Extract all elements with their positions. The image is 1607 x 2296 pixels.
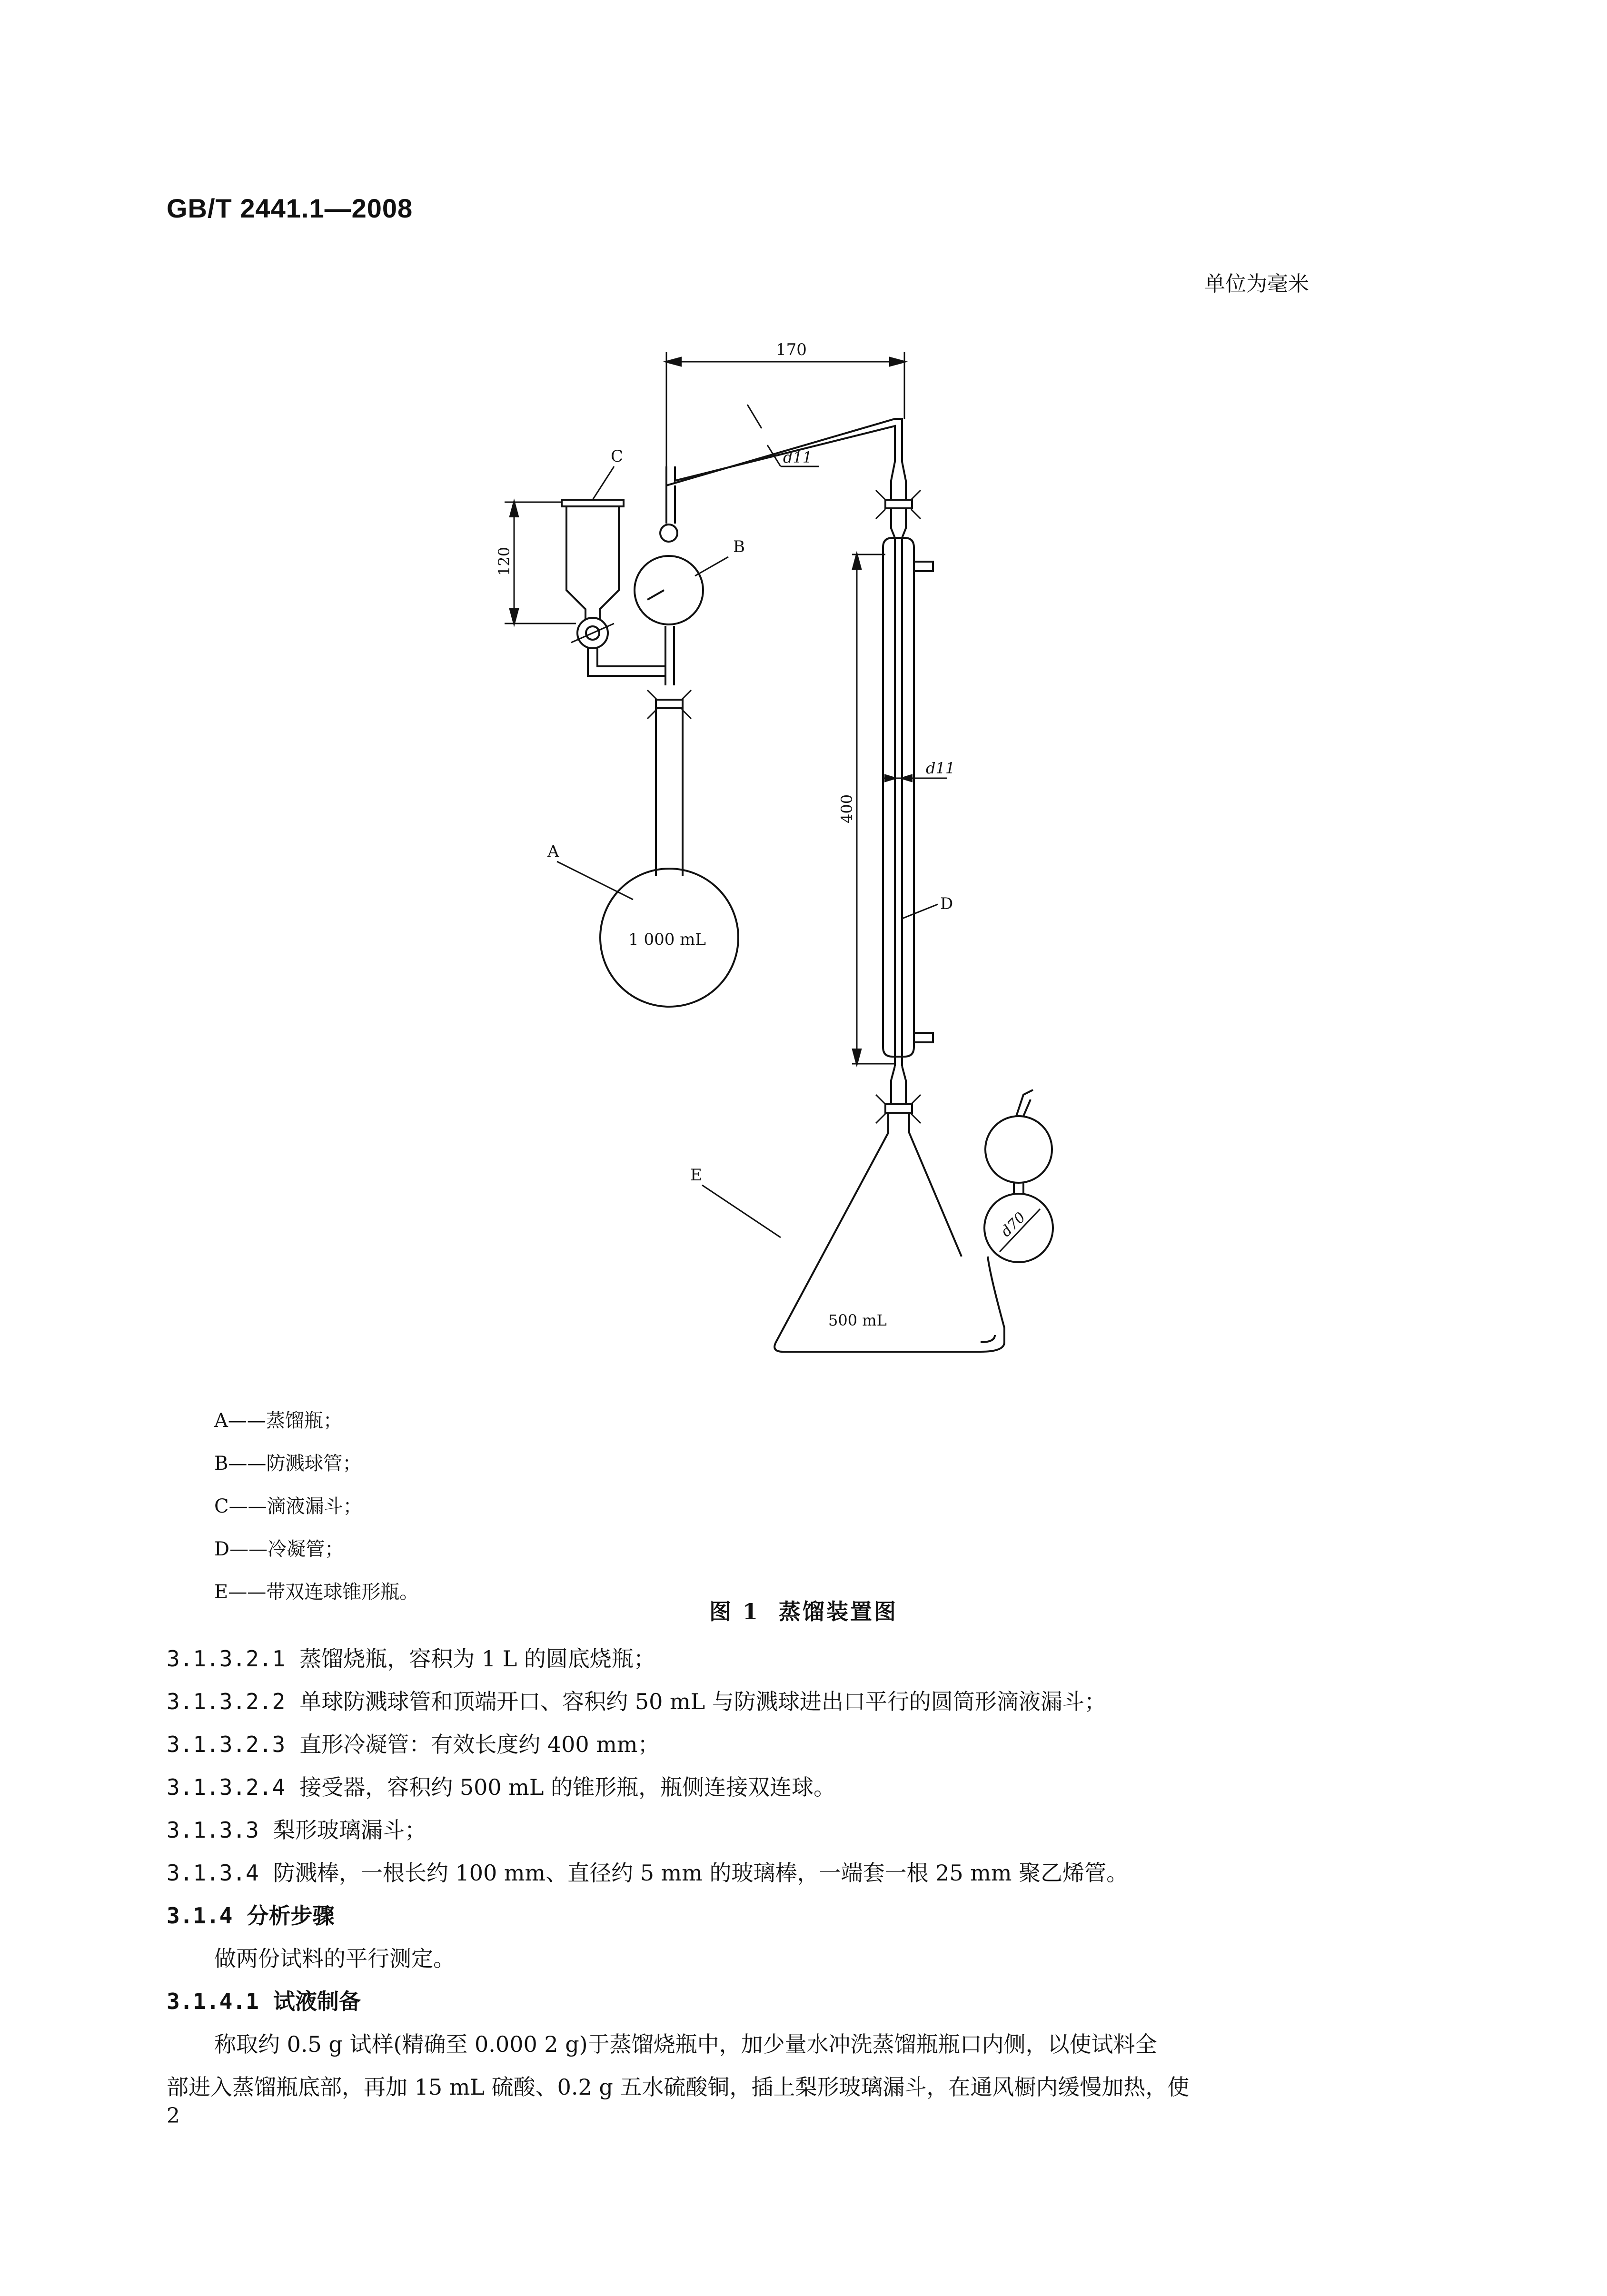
label-e: E: [690, 1166, 702, 1185]
ground-joint-condenser-top: [876, 462, 921, 538]
clause-3-1-3-2-2: 3.1.3.2.2 单球防溅球管和顶端开口、容积约 50 mL 与防溅球进出口平行的圆筒形滴液漏斗；: [167, 1689, 1106, 1714]
label-b: B: [733, 537, 745, 556]
dim-d11-top: d11: [783, 448, 813, 466]
condenser-d: [838, 538, 955, 1066]
dim-d11-condenser: d11: [926, 759, 955, 777]
dropping-funnel-c: [495, 447, 657, 676]
standard-code: GB/T 2441.1—2008: [167, 193, 413, 223]
distillation-apparatus-figure: [476, 324, 1352, 1428]
ground-joint-upper: [647, 690, 691, 719]
page-number: 2: [167, 2104, 180, 2128]
splash-bulb-b: [635, 485, 745, 685]
conical-flask-e: [690, 1090, 1053, 1352]
legend-item-c: C——滴液漏斗；: [214, 1495, 362, 1517]
unit-note: 单位为毫米: [1204, 272, 1309, 296]
figure-caption: [0, 1594, 1607, 1626]
legend-item-e: E——带双连球锥形瓶。: [214, 1581, 419, 1603]
distillation-flask-a: [547, 708, 738, 1007]
dim-120-label: 120: [495, 546, 513, 576]
figure-title: 蒸馏装置图: [779, 1599, 898, 1624]
dimension-170: [666, 340, 904, 466]
section-3-1-4-heading: 3.1.4 分析步骤: [167, 1903, 335, 1929]
clause-3-1-3-2-4: 3.1.3.2.4 接受器，容积约 500 mL 的锥形瓶，瓶侧连接双连球。: [167, 1774, 836, 1800]
label-a: A: [547, 842, 559, 861]
dim-170-label: 170: [776, 340, 807, 359]
procedure-paragraph-line-1: 称取约 0.5 g 试样(精确至 0.000 2 g)于蒸馏烧瓶中，加少量水冲洗蒸馏瓶瓶口内侧，以使试料全: [214, 2031, 1157, 2057]
procedure-paragraph-line-2: 部进入蒸馏瓶底部，再加 15 mL 硫酸、0.2 g 五水硫酸铜，插上梨形玻璃漏斗，在通风橱内缓慢加热，使: [167, 2074, 1190, 2100]
dim-d70: d70: [997, 1209, 1029, 1240]
dim-400-label: 400: [838, 794, 856, 823]
legend-item-b: B——防溅球管；: [214, 1453, 362, 1475]
legend-item-a: A——蒸馏瓶；: [214, 1410, 342, 1432]
figure-legend: [214, 1399, 418, 1613]
clause-3-1-3-3: 3.1.3.3 梨形玻璃漏斗；: [167, 1817, 427, 1843]
ground-joint-condenser-bottom: [876, 1066, 921, 1123]
receiver-volume: 500 mL: [828, 1311, 887, 1329]
clause-3-1-3-2-1: 3.1.3.2.1 蒸馏烧瓶，容积为 1 L 的圆底烧瓶；: [167, 1646, 655, 1672]
figure-number: 图 1: [709, 1599, 760, 1624]
label-d: D: [940, 894, 953, 913]
flask-volume: 1 000 mL: [628, 930, 706, 949]
clause-3-1-3-2-3: 3.1.3.2.3 直形冷凝管：有效长度约 400 mm；: [167, 1732, 660, 1757]
label-c: C: [611, 447, 624, 466]
body-text: [167, 1637, 1433, 2108]
parallel-determination-note: 做两份试料的平行测定。: [214, 1946, 455, 1971]
section-3-1-4-1-heading: 3.1.4.1 试液制备: [167, 1989, 361, 2014]
clause-3-1-3-4: 3.1.3.4 防溅棒，一根长约 100 mm、直径约 5 mm 的玻璃棒，一端套一根 25 mm 聚乙烯管。: [167, 1860, 1129, 1886]
legend-item-d: D——冷凝管；: [214, 1538, 344, 1560]
